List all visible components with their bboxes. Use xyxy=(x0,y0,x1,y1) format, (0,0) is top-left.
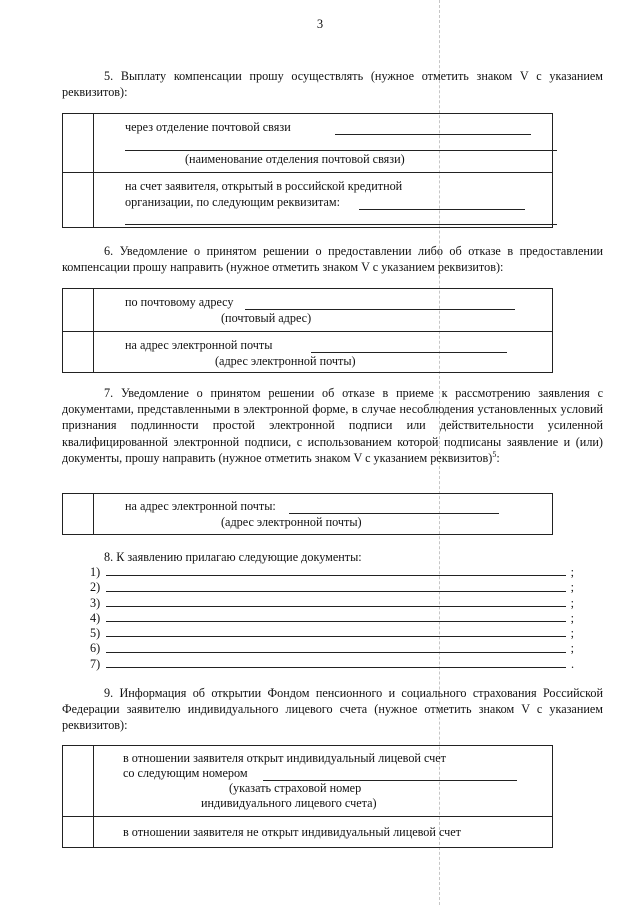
section5-account-field[interactable] xyxy=(359,209,525,210)
section5-post-checkbox[interactable] xyxy=(63,114,94,172)
section6-email-caption: (адрес электронной почты) xyxy=(215,354,356,368)
section6-text: 6. Уведомление о принятом решении о предоставлении либо об отказе в предоставлении компенсации прошу направить (нужное отметить знаком V с указанием реквизитов): xyxy=(62,244,603,275)
section6-post-checkbox[interactable] xyxy=(63,289,94,331)
section5-option-account xyxy=(63,172,552,227)
document-field[interactable] xyxy=(106,606,566,607)
section9-option-open xyxy=(63,746,552,816)
section9-open-label-1: в отношении заявителя открыт индивидуальный лицевой счет xyxy=(123,751,447,765)
page-number: 3 xyxy=(316,17,324,31)
section8-text: 8. К заявлению прилагаю следующие документы: xyxy=(104,550,362,564)
section6-option-email xyxy=(63,331,552,372)
documents-list xyxy=(90,564,574,671)
section9-open-label-2: со следующим номером xyxy=(123,766,248,780)
document-item: 5) ; xyxy=(90,626,574,641)
document-field[interactable] xyxy=(106,652,566,653)
section5-account-label-1: на счет заявителя, открытый в российской кредитной xyxy=(125,179,403,193)
section5-option-post xyxy=(63,114,552,172)
document-field[interactable] xyxy=(106,667,566,668)
section9-caption-2: индивидуального лицевого счета) xyxy=(201,796,377,810)
section9-caption-1: (указать страховой номер xyxy=(229,781,362,795)
section5-post-caption: (наименование отделения почтовой связи) xyxy=(185,152,405,166)
section7-table xyxy=(62,493,553,535)
section5-post-label: через отделение почтовой связи xyxy=(125,120,291,134)
section5-text: 5. Выплату компенсации прошу осуществлять (нужное отметить знаком V с указанием реквизитов): xyxy=(62,69,603,100)
section6-option-post xyxy=(63,289,552,331)
document-field[interactable] xyxy=(106,621,566,622)
section5-account-field-2[interactable] xyxy=(125,224,557,225)
document-field[interactable] xyxy=(106,575,566,576)
section7-email-label: на адрес электронной почты: xyxy=(125,499,276,513)
section5-post-field[interactable] xyxy=(335,134,531,135)
section5-account-label-2: организации, по следующим реквизитам: xyxy=(125,195,341,209)
section7-email-caption: (адрес электронной почты) xyxy=(221,515,362,529)
section7-text: 7. Уведомление о принятом решении об отказе в приеме к рассмотрению заявления с документами, представленными в электронной форме, в случае несоблюдения установленных условий признания подлинности простой электронной подписи или действительности усиленной квалифицированной электронной подписи, с использованием которой подписаны заявление и (или) документы, прошу направить (нужное отметить знаком V с указанием реквизитов)$^5$: xyxy=(62,386,603,465)
section9-table xyxy=(62,745,553,848)
section9-not-open-checkbox[interactable] xyxy=(63,817,94,847)
document-field[interactable] xyxy=(106,636,566,637)
section6-post-caption: (почтовый адрес) xyxy=(221,311,312,325)
section6-post-label: по почтовому адресу xyxy=(125,295,234,309)
document-field[interactable] xyxy=(106,591,566,592)
section5-table xyxy=(62,113,553,228)
document-item: 2) ; xyxy=(90,580,574,595)
section6-email-label: на адрес электронной почты xyxy=(125,338,273,352)
section5-account-checkbox[interactable] xyxy=(63,173,94,227)
section7-email-checkbox[interactable] xyxy=(63,494,94,534)
section9-option-not-open xyxy=(63,816,552,847)
document-item: 4) ; xyxy=(90,610,574,625)
document-item: 7) . xyxy=(90,656,574,671)
section9-not-open-label: в отношении заявителя не открыт индивидуальный лицевой счет xyxy=(123,825,461,839)
document-item: 6) ; xyxy=(90,641,574,656)
footnote-mark: 5 xyxy=(492,449,497,459)
document-item: 1) ; xyxy=(90,565,574,579)
section6-table xyxy=(62,288,553,373)
section6-email-checkbox[interactable] xyxy=(63,332,94,372)
document-item: 3) ; xyxy=(90,595,574,610)
section9-open-checkbox[interactable] xyxy=(63,746,94,816)
section9-text: 9. Информация об открытии Фондом пенсионного и социального страхования Российской Федерации заявителю индивидуального лицевого счета (нужное отметить знаком V с указанием реквизитов): xyxy=(62,686,603,733)
section7-option-email xyxy=(63,494,552,534)
